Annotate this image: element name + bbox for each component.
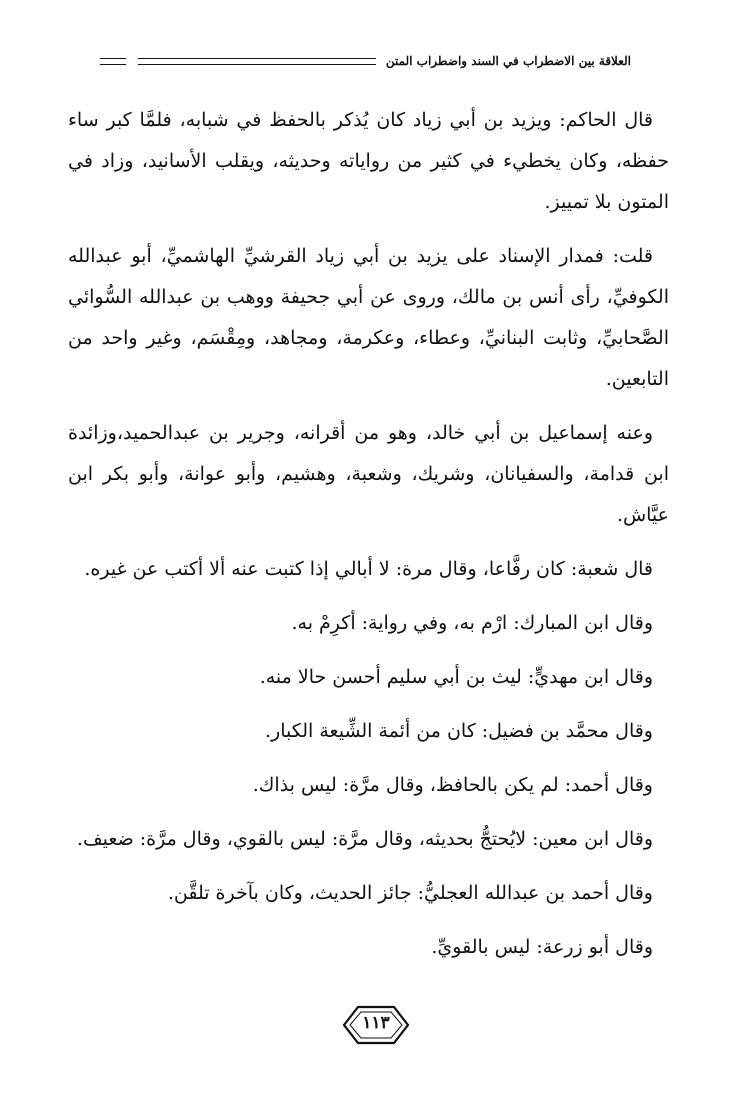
paragraph: وقال أحمد: لم يكن بالحافظ، وقال مرَّة: ليس بذاك.	[252, 774, 653, 796]
paragraph: وقال ابن معين: لايُحتجُّ بحديثه، وقال مرَّة: ليس بالقوي، وقال مرَّة: ضعيف.	[76, 828, 653, 850]
header-end-mark	[100, 58, 126, 65]
running-header	[100, 50, 631, 72]
paragraph: وقال ابن المبارك: ارْم به، وفي رواية: أكرِمْ به.	[291, 612, 653, 634]
paragraph: قال الحاكم: ويزيد بن أبي زياد كان يُذكر بالحفظ في شبابه، فلمَّا كبر ساء حفظه، وكان يخطيء في كثير من رواياته وحديثه، ويقلب الأسانيد، وزاد في المتون بلا تمييز.	[68, 109, 669, 213]
page-number-ornament	[340, 1003, 412, 1047]
paragraph: وقال محمَّد بن فضيل: كان من أئمة الشِّيعة الكبار.	[265, 720, 653, 742]
page-body	[68, 100, 669, 981]
paragraph: وقال أحمد بن عبدالله العجليُّ: جائز الحديث، وكان بآخرة تلقَّن.	[167, 882, 653, 904]
paragraph: قال شعبة: كان رفَّاعا، وقال مرة: لا أبالي إذا كتبت عنه ألا أكتب عن غيره.	[84, 558, 653, 580]
paragraph: وقال ابن مهديٍّ: ليث بن أبي سليم أحسن حالا منه.	[259, 666, 653, 688]
header-rule	[138, 58, 376, 65]
paragraph: وقال أبو زرعة: ليس بالقويِّ.	[431, 936, 653, 958]
page-number: ١١٣	[362, 1013, 390, 1033]
paragraph: وعنه إسماعيل بن أبي خالد، وهو من أقرانه، وجرير بن عبدالحميد،وزائدة ابن قدامة، والسفيانان، وشريك، وشعبة، وهشيم، وأبو عوانة، وأبو بكر ابن عيَّاش.	[68, 422, 669, 526]
running-header-title: العلاقة بين الاضطراب في السند واضطراب المتن	[385, 54, 631, 68]
paragraph: قلت: فمدار الإسناد على يزيد بن أبي زياد القرشيِّ الهاشميِّ، أبو عبدالله الكوفيِّ، رأى أنس بن مالك، وروى عن أبي جحيفة ووهب بن عبدالله السُّوائي الصَّحابيِّ، وثابت البنانيِّ، وعطاء، وعكرمة، ومجاهد، ومِقْسَم، وغير واحد من التابعين.	[68, 245, 669, 390]
